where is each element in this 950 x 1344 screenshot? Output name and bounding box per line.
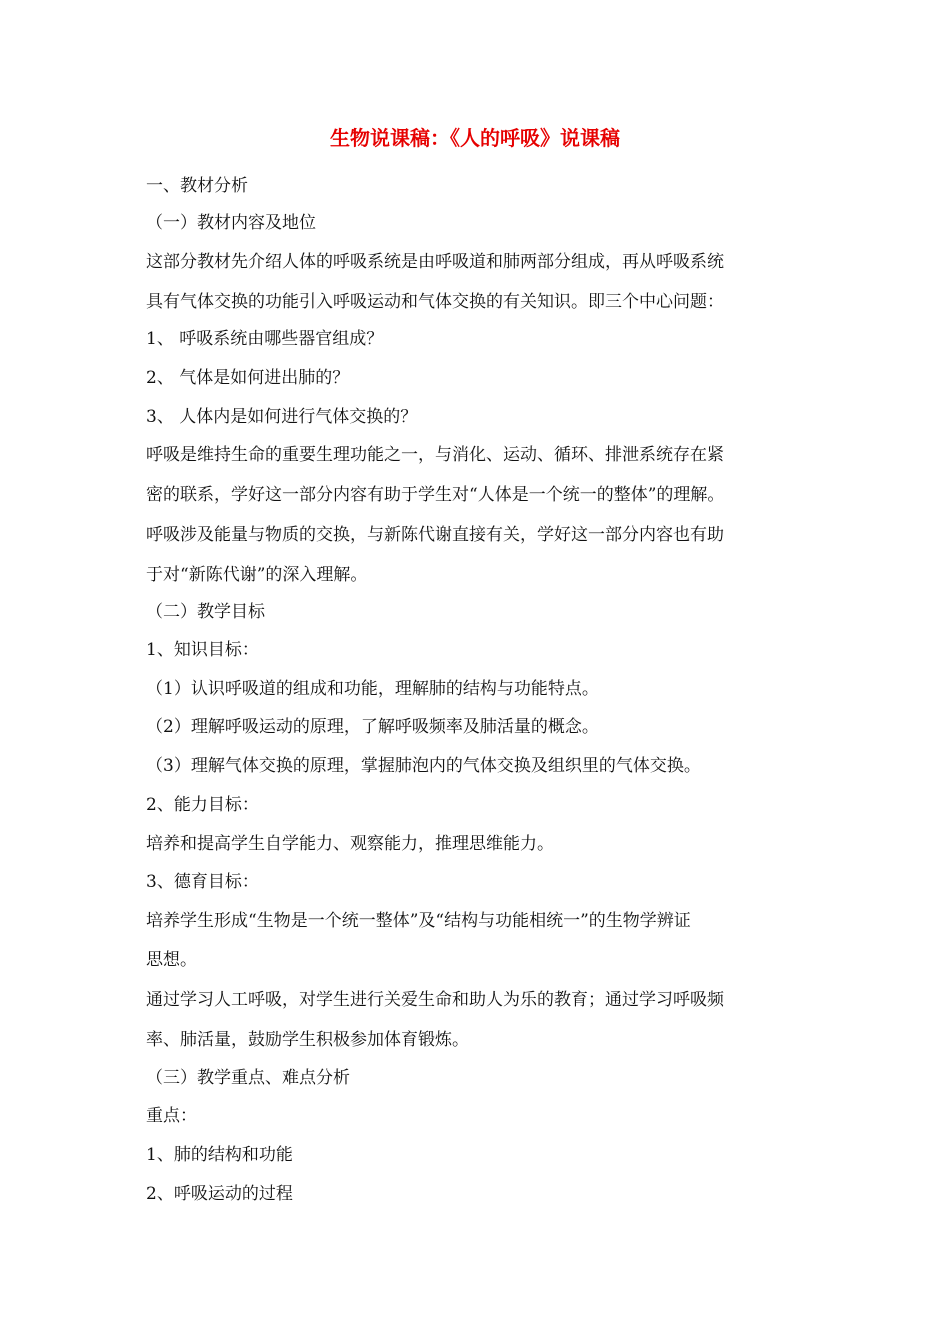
paragraph-line: 思想。 (146, 950, 197, 970)
paragraph-line: 具有气体交换的功能引入呼吸运动和气体交换的有关知识。即三个中心问题： (146, 292, 724, 312)
section-heading-textbook-analysis: 一、教材分析 (146, 176, 248, 196)
paragraph-line: 培养学生形成“生物是一个统一整体”及“结构与功能相统一”的生物学辨证 (146, 911, 691, 931)
key-point-item: 1、肺的结构和功能 (146, 1145, 293, 1165)
key-point-item: 2、呼吸运动的过程 (146, 1184, 293, 1204)
subheading-content-position: （一）教材内容及地位 (146, 213, 316, 233)
goal-item: （3）理解气体交换的原理，掌握肺泡内的气体交换及组织里的气体交换。 (146, 756, 701, 776)
goal-item: （2）理解呼吸运动的原理，了解呼吸频率及肺活量的概念。 (146, 717, 599, 737)
question-item: 2、 气体是如何进出肺的？ (146, 368, 350, 388)
key-points-label: 重点： (146, 1106, 197, 1126)
document-title: 生物说课稿：《人的呼吸》说课稿 (330, 126, 620, 150)
goal-item: （1）认识呼吸道的组成和功能，理解肺的结构与功能特点。 (146, 679, 599, 699)
paragraph-line: 密的联系，学好这一部分内容有助于学生对“人体是一个统一的整体”的理解。 (146, 485, 725, 505)
paragraph-line: 培养和提高学生自学能力、观察能力，推理思维能力。 (146, 834, 554, 854)
goal-heading-moral: 3、德育目标： (146, 872, 259, 892)
question-item: 1、 呼吸系统由哪些器官组成？ (146, 329, 384, 349)
question-item: 3、 人体内是如何进行气体交换的？ (146, 407, 418, 427)
subheading-key-difficult-points: （三）教学重点、难点分析 (146, 1068, 350, 1088)
paragraph-line: 率、肺活量，鼓励学生积极参加体育锻炼。 (146, 1030, 469, 1050)
paragraph-line: 这部分教材先介绍人体的呼吸系统是由呼吸道和肺两部分组成，再从呼吸系统 (146, 252, 724, 272)
subheading-teaching-goals: （二）教学目标 (146, 602, 265, 622)
paragraph-line: 于对“新陈代谢”的深入理解。 (146, 565, 368, 585)
goal-heading-ability: 2、能力目标： (146, 795, 259, 815)
goal-heading-knowledge: 1、知识目标： (146, 640, 259, 660)
paragraph-line: 呼吸是维持生命的重要生理功能之一，与消化、运动、循环、排泄系统存在紧 (146, 445, 724, 465)
paragraph-line: 通过学习人工呼吸，对学生进行关爱生命和助人为乐的教育；通过学习呼吸频 (146, 990, 724, 1010)
paragraph-line: 呼吸涉及能量与物质的交换，与新陈代谢直接有关，学好这一部分内容也有助 (146, 525, 724, 545)
